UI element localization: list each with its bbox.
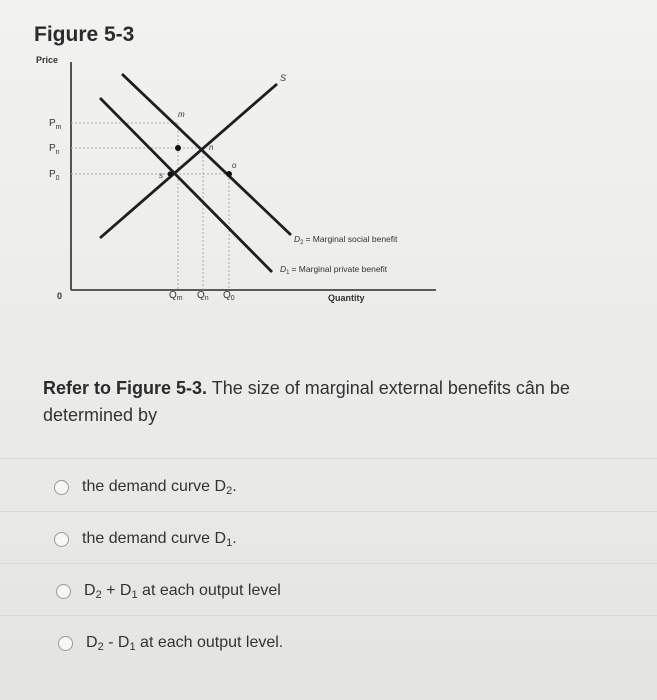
d1-legend: $D_1$ = Marginal private benefit bbox=[280, 264, 388, 276]
price-label-pm: $P_m$ bbox=[49, 118, 62, 131]
d2-legend: $D_2$ = Marginal social benefit bbox=[294, 234, 398, 246]
option-b[interactable] bbox=[54, 526, 237, 552]
option-b-radio[interactable] bbox=[54, 532, 69, 547]
figure-reference: Refer to Figure 5-3. bbox=[43, 378, 208, 398]
origin-label: 0 bbox=[57, 291, 63, 301]
demand-curve-d1 bbox=[100, 98, 272, 272]
price-label-p0: $P_0$ bbox=[49, 169, 60, 182]
point-s-dot bbox=[168, 172, 173, 177]
quantity-label-qm: $Q_m$ bbox=[169, 290, 183, 302]
option-c-radio[interactable] bbox=[56, 584, 71, 599]
supply-label: S bbox=[280, 73, 287, 83]
option-c-label: $D_2 + D_1$ at each output level bbox=[84, 581, 281, 601]
divider bbox=[0, 458, 657, 459]
option-d-label: $D_2 - D_1$ at each output level. bbox=[86, 633, 284, 653]
divider bbox=[0, 615, 657, 616]
price-label-pn: $P_n$ bbox=[49, 143, 60, 156]
economics-graph bbox=[0, 0, 657, 340]
point-m-label: m bbox=[178, 110, 185, 119]
point-n-label: n bbox=[209, 143, 214, 152]
point-o-label: o bbox=[232, 161, 237, 170]
demand-curve-d2 bbox=[122, 74, 291, 235]
point-s-label: s bbox=[159, 171, 163, 180]
figure-5-3 bbox=[0, 0, 657, 340]
quantity-label-q0: $Q_0$ bbox=[223, 290, 235, 302]
option-c[interactable] bbox=[56, 578, 281, 604]
option-a-label: the demand curve $D_2$. bbox=[82, 477, 237, 497]
divider bbox=[0, 563, 657, 564]
option-d-radio[interactable] bbox=[58, 636, 73, 651]
quantity-label-qn: $Q_n$ bbox=[197, 290, 209, 302]
option-d[interactable] bbox=[58, 630, 283, 656]
option-b-label: the demand curve $D_1$. bbox=[82, 529, 237, 549]
point-m-dot bbox=[175, 145, 181, 151]
option-a[interactable] bbox=[54, 474, 237, 500]
question-body: The size of marginal external benefits cân be determined by bbox=[43, 378, 570, 425]
x-axis-label: Quantity bbox=[328, 293, 365, 303]
option-a-radio[interactable] bbox=[54, 480, 69, 495]
figure-title: Figure 5-3 bbox=[34, 23, 135, 46]
question-text bbox=[43, 375, 633, 429]
point-o-dot bbox=[226, 171, 232, 177]
divider bbox=[0, 511, 657, 512]
y-axis-label: Price bbox=[36, 55, 59, 65]
supply-curve bbox=[100, 84, 277, 238]
